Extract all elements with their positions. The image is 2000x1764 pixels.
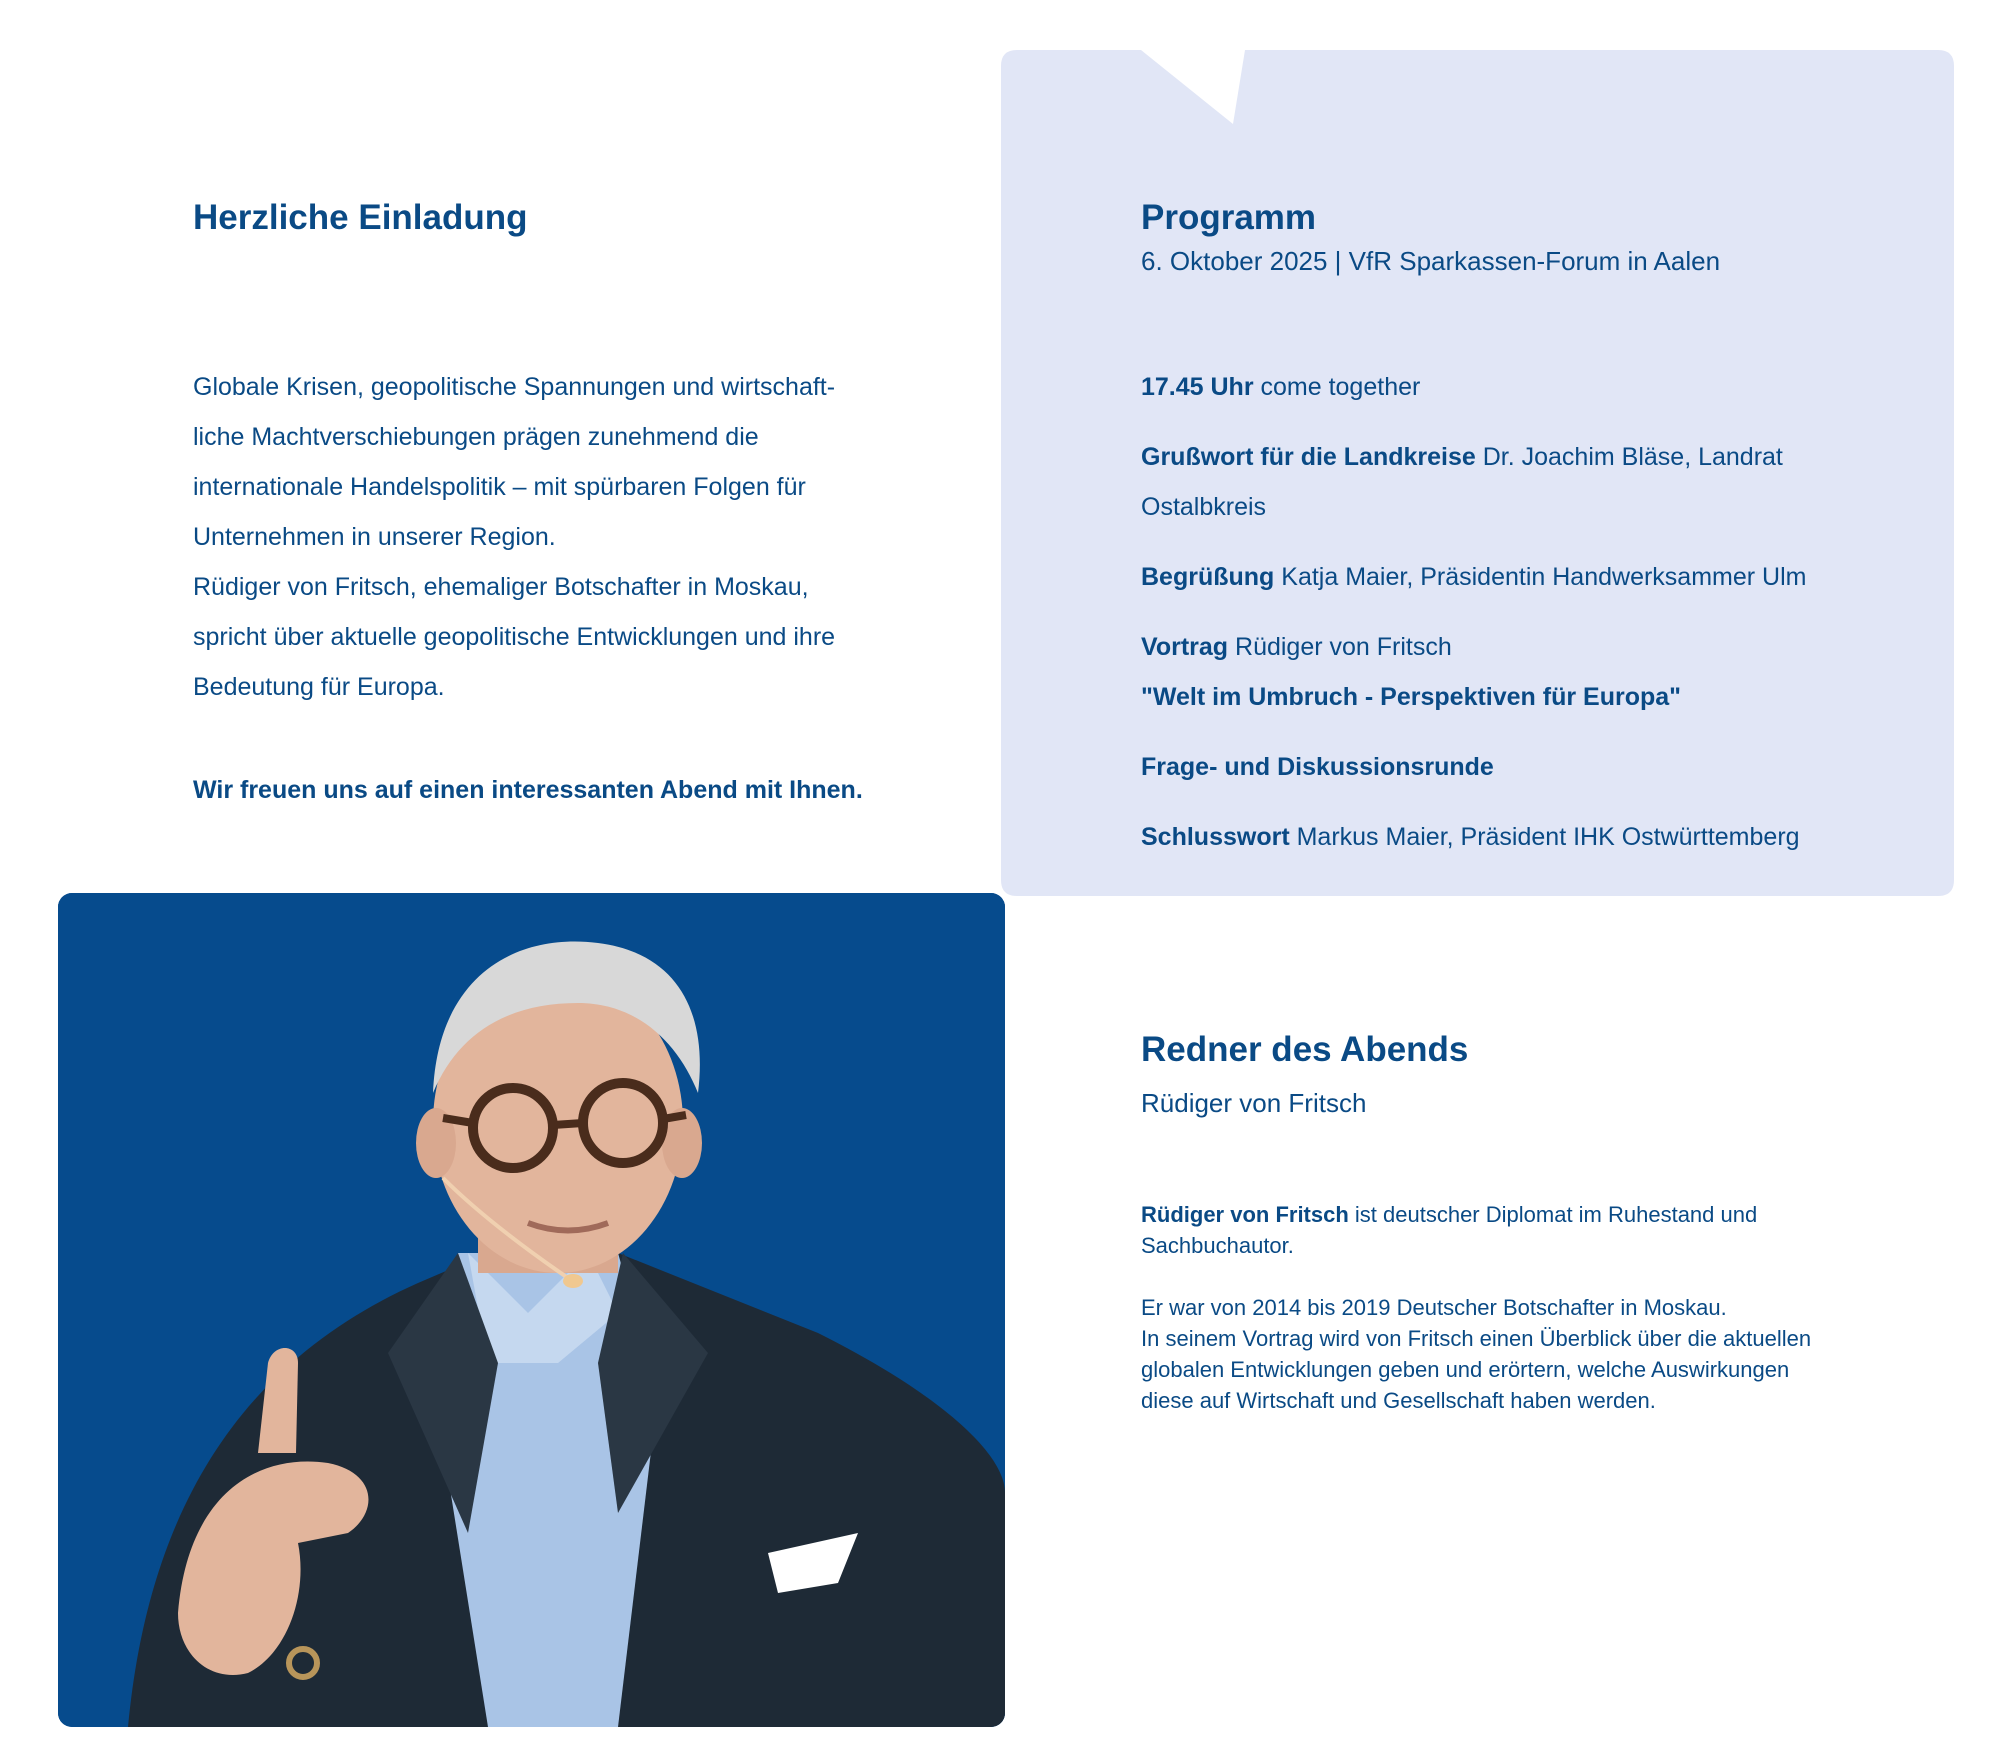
- program-item: [1141, 622, 1941, 672]
- intro-line: spricht über aktuelle geopolitische Entwicklungen und ihre: [193, 623, 836, 651]
- speaker-portrait-icon: [58, 893, 1005, 1727]
- bio-line: [1141, 1199, 1941, 1230]
- bio-line: In seinem Vortrag wird von Fritsch einen Überblick über die aktuellen: [1141, 1326, 1812, 1351]
- bio-line: Sachbuchautor.: [1141, 1233, 1294, 1258]
- intro-line: liche Machtverschiebungen prägen zunehmend die: [193, 423, 759, 451]
- intro-body: [193, 362, 933, 712]
- intro-line: Rüdiger von Fritsch, ehemaliger Botschafter in Moskau,: [193, 573, 809, 601]
- intro-closing: Wir freuen uns auf einen interessanten Abend mit Ihnen.: [193, 776, 863, 804]
- speaker-photo: [58, 893, 1005, 1727]
- program-item-label: Grußwort für die Landkreise: [1141, 443, 1476, 471]
- bio-line: diese auf Wirtschaft und Gesellschaft haben werden.: [1141, 1388, 1656, 1413]
- program-subtitle: 6. Oktober 2025 | VfR Sparkassen-Forum in Aalen: [1141, 246, 1721, 276]
- program-list: [1141, 362, 1941, 882]
- program-item-label: Schlusswort: [1141, 823, 1290, 851]
- intro-line: Bedeutung für Europa.: [193, 673, 445, 701]
- speaker-name: Rüdiger von Fritsch: [1141, 1088, 1367, 1118]
- program-item: [1141, 672, 1941, 722]
- program-item-label: Begrüßung: [1141, 563, 1275, 591]
- program-item: [1141, 362, 1941, 412]
- program-item: [1141, 552, 1941, 602]
- program-item-text: come together: [1253, 373, 1421, 401]
- intro-title: Herzliche Einladung: [193, 198, 528, 237]
- program-item-text: Katja Maier, Präsidentin Handwerksammer Ulm: [1274, 563, 1807, 591]
- speaker-title: Redner des Abends: [1141, 1030, 1469, 1069]
- speaker-bio: [1141, 1199, 1941, 1416]
- program-title: Programm: [1141, 198, 1317, 237]
- program-item-text: Dr. Joachim Bläse, Landrat Ostalbkreis: [1141, 443, 1783, 521]
- program-item-label: "Welt im Umbruch - Perspektiven für Europa": [1141, 683, 1682, 711]
- program-item-label: 17.45 Uhr: [1141, 373, 1254, 401]
- bio-text: ist deutscher Diplomat im Ruhestand und: [1348, 1202, 1758, 1227]
- intro-line: Unternehmen in unserer Region.: [193, 523, 556, 551]
- intro-line: Globale Krisen, geopolitische Spannungen und wirtschaft-: [193, 373, 836, 401]
- intro-line: internationale Handelspolitik – mit spürbaren Folgen für: [193, 473, 806, 501]
- program-item-label: Frage- und Diskussionsrunde: [1141, 753, 1494, 781]
- program-item-text: Markus Maier, Präsident IHK Ostwürttemberg: [1289, 823, 1800, 851]
- program-item: [1141, 742, 1941, 792]
- bio-bold-name: Rüdiger von Fritsch: [1141, 1202, 1349, 1227]
- program-item: [1141, 812, 1941, 862]
- program-item: [1141, 432, 1861, 532]
- program-item-label: Vortrag: [1141, 633, 1229, 661]
- bio-line: Er war von 2014 bis 2019 Deutscher Botschafter in Moskau.: [1141, 1295, 1727, 1320]
- bio-line: globalen Entwicklungen geben und erörtern, welche Auswirkungen: [1141, 1357, 1790, 1382]
- program-item-text: Rüdiger von Fritsch: [1228, 633, 1452, 661]
